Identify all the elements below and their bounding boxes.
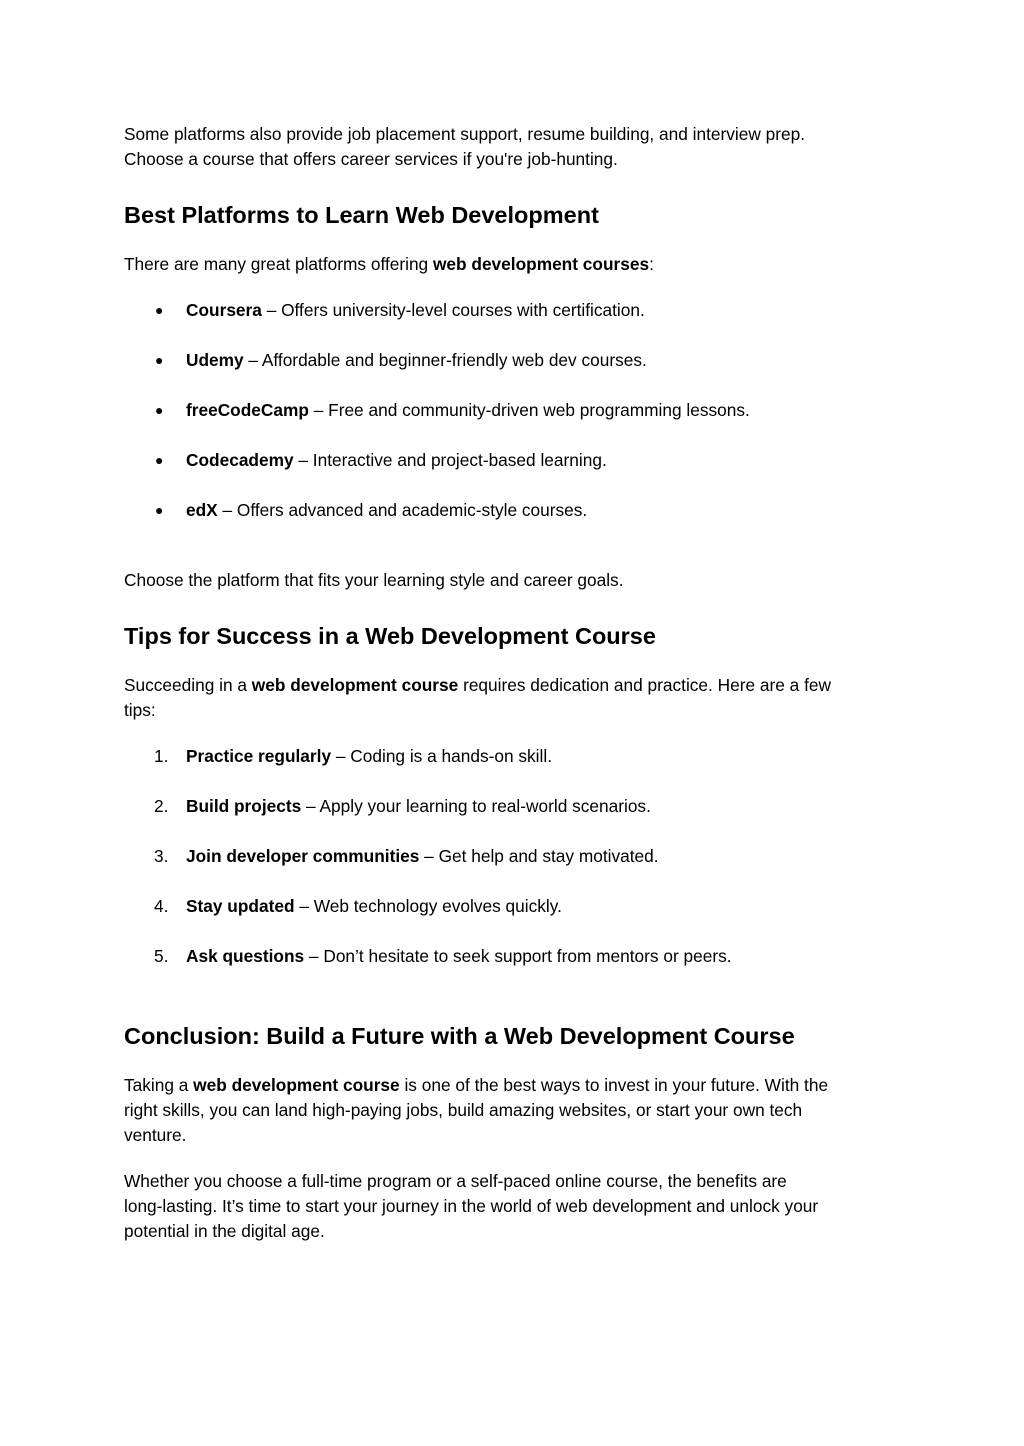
list-number: 5.	[154, 946, 169, 966]
platforms-intro-colon: :	[649, 254, 654, 274]
conclusion-p1-bold: web development course	[193, 1075, 400, 1095]
conclusion-p1-line-3: venture.	[124, 1125, 187, 1145]
bullet-icon: ●	[155, 452, 164, 468]
conclusion-p1-line-2: right skills, you can land high-paying jobs, build amazing websites, or start your own tech	[124, 1100, 803, 1120]
platforms-intro-bold: web development courses	[432, 254, 650, 274]
conclusion-p2-line-2: long-lasting. It’s time to start your journey in the world of web development and unlock your	[124, 1196, 819, 1216]
platform-desc: – Free and community-driven web programming lessons.	[308, 400, 750, 420]
conclusion-paragraph-2	[124, 1169, 914, 1244]
tips-intro-rest: requires dedication and practice. Here are a few	[458, 675, 831, 695]
tips-intro	[124, 673, 914, 723]
tip-desc: – Apply your learning to real-world scenarios.	[301, 796, 651, 816]
conclusion-heading: Conclusion: Build a Future with a Web Development Course	[124, 1023, 795, 1049]
platforms-intro-text: There are many great platforms offering	[124, 254, 433, 274]
intro-line-1: Some platforms also provide job placement support, resume building, and interview prep.	[124, 124, 806, 144]
conclusion-p1-text: Taking a	[124, 1075, 194, 1095]
platforms-intro	[124, 252, 914, 277]
list-number: 3.	[154, 846, 169, 866]
platform-desc: – Offers university-level courses with certification.	[261, 300, 645, 320]
tip-title: Ask questions	[186, 946, 305, 966]
platform-desc: – Interactive and project-based learning.	[293, 450, 607, 470]
platforms-heading: Best Platforms to Learn Web Development	[124, 202, 599, 228]
tip-title: Join developer communities	[186, 846, 420, 866]
tips-intro-line-2: tips:	[124, 700, 156, 720]
bullet-icon: ●	[155, 302, 164, 318]
bullet-icon: ●	[155, 502, 164, 518]
bullet-icon: ●	[155, 352, 164, 368]
tip-title: Build projects	[186, 796, 302, 816]
conclusion-p2-line-1: Whether you choose a full-time program or a self-paced online course, the benefits are	[124, 1171, 787, 1191]
conclusion-paragraph-1	[124, 1073, 914, 1148]
conclusion-p2-line-3: potential in the digital age.	[124, 1221, 325, 1241]
platform-name: Udemy	[186, 350, 244, 370]
platform-name: Coursera	[186, 300, 262, 320]
tips-intro-text: Succeeding in a	[124, 675, 252, 695]
list-number: 4.	[154, 896, 169, 916]
intro-paragraph	[124, 122, 914, 172]
tips-intro-bold: web development course	[251, 675, 459, 695]
platform-name: Codecademy	[186, 450, 294, 470]
tip-desc: – Coding is a hands-on skill.	[331, 746, 552, 766]
tip-title: Practice regularly	[186, 746, 332, 766]
platform-name: freeCodeCamp	[186, 400, 309, 420]
conclusion-p1-rest: is one of the best ways to invest in your future. With the	[399, 1075, 829, 1095]
platforms-closing: Choose the platform that fits your learning style and career goals.	[124, 570, 624, 590]
tip-desc: – Web technology evolves quickly.	[294, 896, 562, 916]
tip-desc: – Don’t hesitate to seek support from mentors or peers.	[304, 946, 732, 966]
list-number: 2.	[154, 796, 169, 816]
platform-desc: – Affordable and beginner-friendly web dev courses.	[243, 350, 647, 370]
tip-title: Stay updated	[186, 896, 295, 916]
bullet-icon: ●	[155, 402, 164, 418]
platform-desc: – Offers advanced and academic-style courses.	[217, 500, 588, 520]
intro-line-2: Choose a course that offers career services if you're job-hunting.	[124, 149, 618, 169]
list-number: 1.	[154, 746, 169, 766]
tips-heading: Tips for Success in a Web Development Course	[124, 623, 656, 649]
tip-desc: – Get help and stay motivated.	[419, 846, 659, 866]
platform-name: edX	[186, 500, 218, 520]
